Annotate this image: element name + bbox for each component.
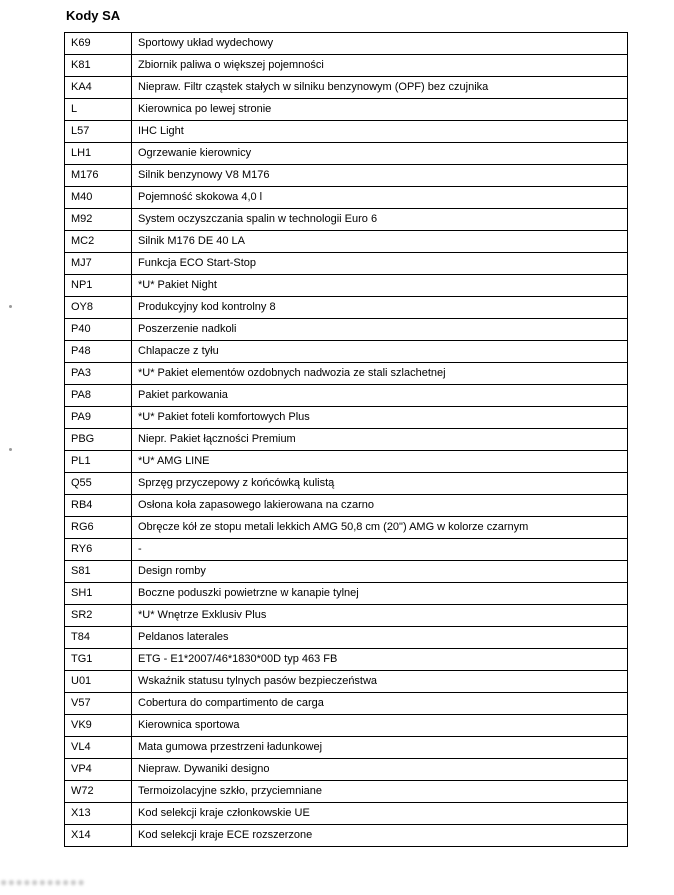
- code-cell: PA3: [65, 363, 132, 385]
- description-cell: Mata gumowa przestrzeni ładunkowej: [132, 737, 628, 759]
- code-cell: L: [65, 99, 132, 121]
- code-cell: P40: [65, 319, 132, 341]
- description-cell: *U* Pakiet Night: [132, 275, 628, 297]
- table-row: [65, 737, 628, 759]
- code-cell: PBG: [65, 429, 132, 451]
- description-cell: Silnik M176 DE 40 LA: [132, 231, 628, 253]
- table-row: [65, 231, 628, 253]
- code-cell: PL1: [65, 451, 132, 473]
- description-cell: Obręcze kół ze stopu metali lekkich AMG 50,8 cm (20") AMG w kolorze czarnym: [132, 517, 628, 539]
- code-cell: K81: [65, 55, 132, 77]
- description-cell: Cobertura do compartimento de carga: [132, 693, 628, 715]
- description-cell: Wskaźnik statusu tylnych pasów bezpieczeństwa: [132, 671, 628, 693]
- code-cell: MC2: [65, 231, 132, 253]
- table-row: [65, 341, 628, 363]
- sa-codes-table: [64, 32, 628, 847]
- code-cell: RG6: [65, 517, 132, 539]
- description-cell: Silnik benzynowy V8 M176: [132, 165, 628, 187]
- table-row: [65, 583, 628, 605]
- description-cell: Produkcyjny kod kontrolny 8: [132, 297, 628, 319]
- code-cell: V57: [65, 693, 132, 715]
- code-cell: SR2: [65, 605, 132, 627]
- code-cell: M176: [65, 165, 132, 187]
- table-row: [65, 825, 628, 847]
- table-row: [65, 429, 628, 451]
- table-row: [65, 165, 628, 187]
- code-cell: OY8: [65, 297, 132, 319]
- code-cell: VK9: [65, 715, 132, 737]
- description-cell: *U* Pakiet foteli komfortowych Plus: [132, 407, 628, 429]
- sa-codes-table-body: [65, 33, 628, 847]
- code-cell: RY6: [65, 539, 132, 561]
- table-row: [65, 495, 628, 517]
- table-row: [65, 671, 628, 693]
- code-cell: RB4: [65, 495, 132, 517]
- description-cell: Kierownica sportowa: [132, 715, 628, 737]
- description-cell: Design romby: [132, 561, 628, 583]
- table-row: [65, 319, 628, 341]
- table-row: [65, 143, 628, 165]
- description-cell: Niepraw. Dywaniki designo: [132, 759, 628, 781]
- code-cell: P48: [65, 341, 132, 363]
- code-cell: M92: [65, 209, 132, 231]
- code-cell: K69: [65, 33, 132, 55]
- code-cell: VL4: [65, 737, 132, 759]
- code-cell: M40: [65, 187, 132, 209]
- table-row: [65, 385, 628, 407]
- table-row: [65, 473, 628, 495]
- code-cell: LH1: [65, 143, 132, 165]
- code-cell: U01: [65, 671, 132, 693]
- code-cell: SH1: [65, 583, 132, 605]
- description-cell: IHC Light: [132, 121, 628, 143]
- table-row: [65, 693, 628, 715]
- table-row: [65, 121, 628, 143]
- description-cell: Termoizolacyjne szkło, przyciemniane: [132, 781, 628, 803]
- code-cell: VP4: [65, 759, 132, 781]
- code-cell: PA9: [65, 407, 132, 429]
- table-row: [65, 605, 628, 627]
- description-cell: Sprzęg przyczepowy z końcówką kulistą: [132, 473, 628, 495]
- code-cell: Q55: [65, 473, 132, 495]
- table-row: [65, 99, 628, 121]
- table-row: [65, 649, 628, 671]
- description-cell: Osłona koła zapasowego lakierowana na czarno: [132, 495, 628, 517]
- table-row: [65, 561, 628, 583]
- table-row: [65, 781, 628, 803]
- description-cell: Zbiornik paliwa o większej pojemności: [132, 55, 628, 77]
- table-row: [65, 451, 628, 473]
- table-row: [65, 539, 628, 561]
- description-cell: Niepr. Pakiet łączności Premium: [132, 429, 628, 451]
- table-row: [65, 253, 628, 275]
- code-cell: MJ7: [65, 253, 132, 275]
- code-cell: NP1: [65, 275, 132, 297]
- table-row: [65, 187, 628, 209]
- code-cell: X14: [65, 825, 132, 847]
- code-cell: L57: [65, 121, 132, 143]
- description-cell: Kod selekcji kraje członkowskie UE: [132, 803, 628, 825]
- table-row: [65, 33, 628, 55]
- description-cell: Pakiet parkowania: [132, 385, 628, 407]
- description-cell: Kod selekcji kraje ECE rozszerzone: [132, 825, 628, 847]
- description-cell: Peldanos laterales: [132, 627, 628, 649]
- page-title: Kody SA: [66, 8, 121, 23]
- table-row: [65, 363, 628, 385]
- description-cell: Funkcja ECO Start-Stop: [132, 253, 628, 275]
- watermark: ●●●●●●●●●●●: [0, 875, 86, 889]
- table-row: [65, 803, 628, 825]
- description-cell: *U* Pakiet elementów ozdobnych nadwozia ze stali szlachetnej: [132, 363, 628, 385]
- description-cell: System oczyszczania spalin w technologii Euro 6: [132, 209, 628, 231]
- description-cell: Niepraw. Filtr cząstek stałych w silniku benzynowym (OPF) bez czujnika: [132, 77, 628, 99]
- margin-mark: [9, 305, 12, 308]
- table-row: [65, 407, 628, 429]
- code-cell: PA8: [65, 385, 132, 407]
- description-cell: Sportowy układ wydechowy: [132, 33, 628, 55]
- margin-mark: [9, 448, 12, 451]
- description-cell: -: [132, 539, 628, 561]
- table-row: [65, 275, 628, 297]
- code-cell: T84: [65, 627, 132, 649]
- table-row: [65, 55, 628, 77]
- code-cell: TG1: [65, 649, 132, 671]
- description-cell: *U* Wnętrze Exklusiv Plus: [132, 605, 628, 627]
- table-row: [65, 627, 628, 649]
- table-row: [65, 715, 628, 737]
- table-row: [65, 209, 628, 231]
- description-cell: Chlapacze z tyłu: [132, 341, 628, 363]
- table-row: [65, 759, 628, 781]
- description-cell: Ogrzewanie kierownicy: [132, 143, 628, 165]
- description-cell: ETG - E1*2007/46*1830*00D typ 463 FB: [132, 649, 628, 671]
- description-cell: Boczne poduszki powietrzne w kanapie tylnej: [132, 583, 628, 605]
- table-row: [65, 297, 628, 319]
- code-cell: W72: [65, 781, 132, 803]
- table-row: [65, 77, 628, 99]
- code-cell: KA4: [65, 77, 132, 99]
- table-row: [65, 517, 628, 539]
- description-cell: Kierownica po lewej stronie: [132, 99, 628, 121]
- description-cell: Poszerzenie nadkoli: [132, 319, 628, 341]
- code-cell: S81: [65, 561, 132, 583]
- sa-codes-page: [64, 8, 630, 847]
- description-cell: Pojemność skokowa 4,0 l: [132, 187, 628, 209]
- description-cell: *U* AMG LINE: [132, 451, 628, 473]
- code-cell: X13: [65, 803, 132, 825]
